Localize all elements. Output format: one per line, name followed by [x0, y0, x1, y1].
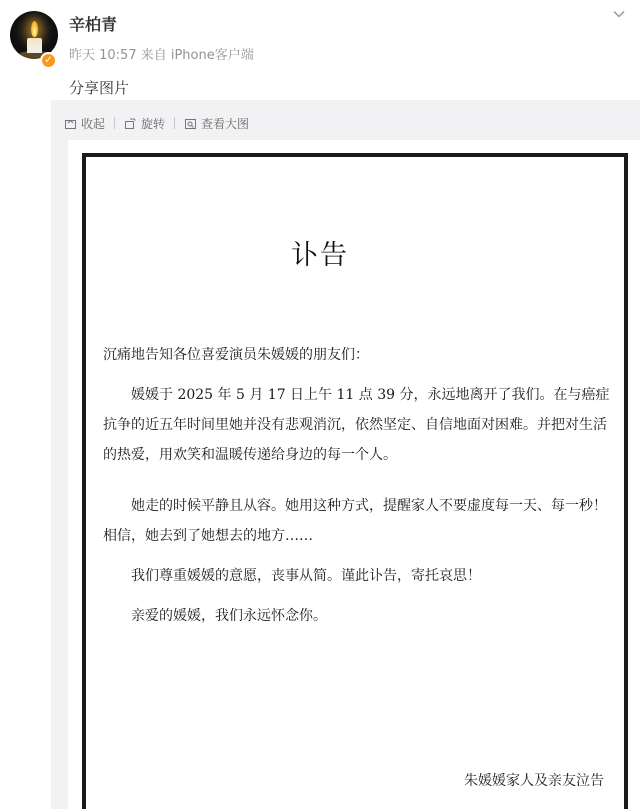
paragraph-1-text: 媛媛于 2025 年 5 月 17 日上午 11 点 39 分，永远地离开了我们。在与癌症抗争的近五年时间里她并没有悲观消沉，依然坚定、自信地面对困难。并把对生活的热爱，用欢笑和温暖传递给身边的每一个人。 — [103, 387, 610, 463]
obituary-paragraph-1 — [103, 380, 615, 470]
verified-badge-icon: ✓ — [40, 52, 57, 69]
zoom-icon — [184, 117, 197, 130]
rotate-icon — [124, 117, 137, 130]
paragraph-3-text: 我们尊重媛媛的意愿，丧事从简。谨此讣告，寄托哀思！ — [131, 568, 481, 584]
collapse-button[interactable] — [64, 115, 105, 132]
toolbar-divider — [114, 117, 115, 129]
collapse-icon — [64, 117, 77, 130]
rotate-button[interactable] — [124, 115, 165, 132]
obituary-paragraph-4 — [103, 601, 615, 631]
candle-icon — [27, 38, 42, 53]
salutation-text: 沉痛地告知各位喜爱演员朱媛媛的朋友们： — [103, 347, 369, 363]
post-header — [0, 0, 640, 100]
obituary-paragraph-3 — [103, 561, 615, 591]
chevron-down-icon[interactable] — [612, 7, 626, 21]
post-meta: 昨天 10:57 来自 iPhone客户端 — [69, 48, 254, 63]
obituary-title: 讣告 — [291, 240, 349, 271]
view-large-label: 查看大图 — [201, 116, 250, 131]
collapse-label: 收起 — [81, 116, 106, 131]
view-large-button[interactable] — [184, 115, 249, 132]
obituary-paragraph-2 — [103, 491, 615, 551]
rotate-label: 旋转 — [141, 116, 166, 131]
obituary-salutation — [103, 340, 615, 370]
obituary-signature: 朱媛媛家人及亲友泣告 — [464, 773, 604, 789]
post-text: 分享图片 — [69, 79, 130, 97]
image-toolbar — [64, 113, 249, 133]
toolbar-divider — [174, 117, 175, 129]
username[interactable]: 辛柏青 — [69, 15, 118, 34]
paragraph-2-text: 她走的时候平静且从容。她用这种方式，提醒家人不要虚度每一天、每一秒！相信，她去到了她想去的地方…… — [103, 498, 607, 544]
paragraph-4-text: 亲爱的媛媛，我们永远怀念你。 — [131, 608, 327, 624]
flame-icon — [31, 21, 38, 37]
